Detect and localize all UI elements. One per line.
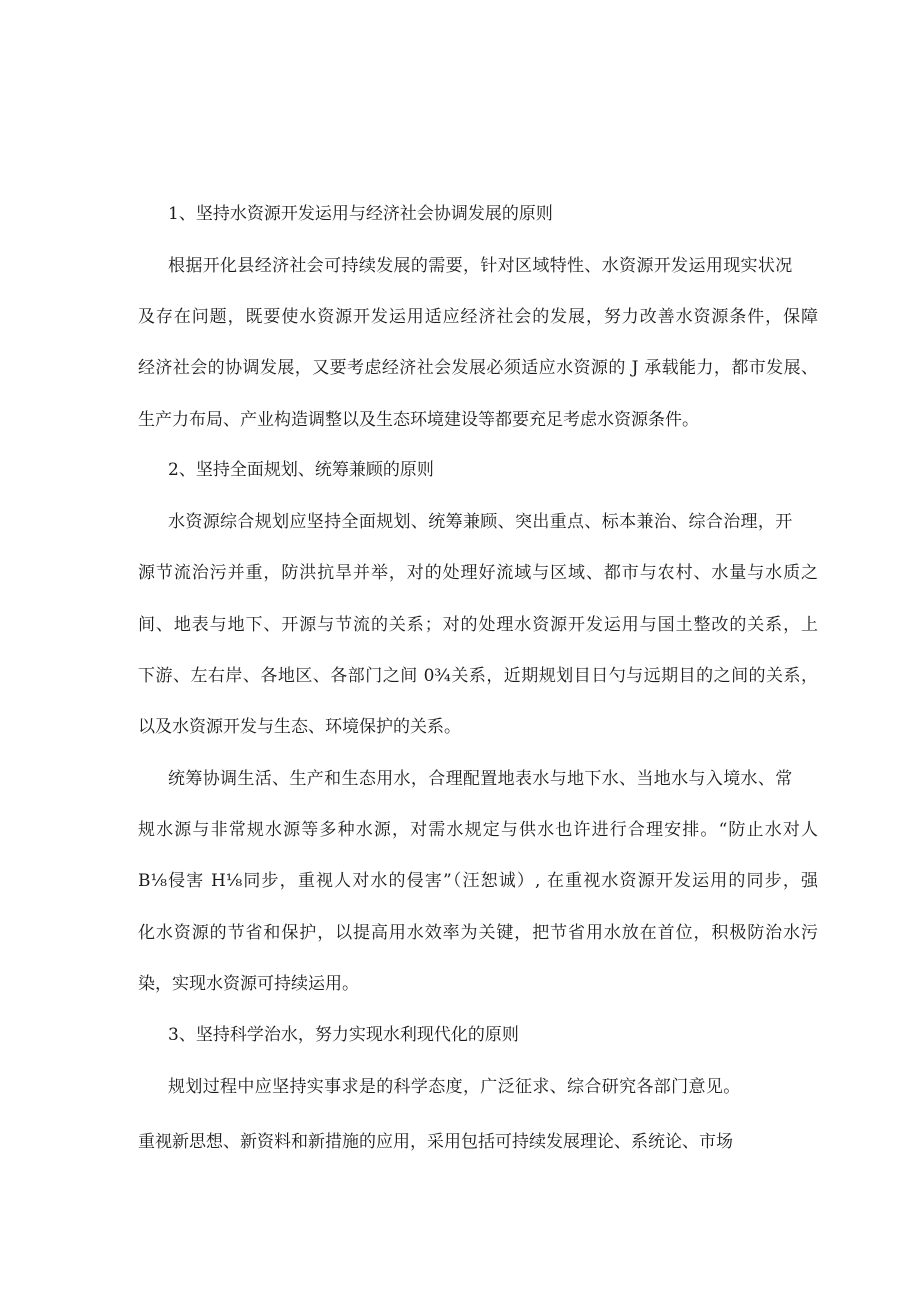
section-1-heading: 1、坚持水资源开发运用与经济社会协调发展的原则 [168, 204, 553, 224]
section-2-heading: 2、坚持全面规划、统筹兼顾的原则 [168, 460, 434, 480]
paragraph-3-line-1: 统筹协调生活、生产和生态用水，合理配置地表水与地下水、当地水与入境水、常 [168, 769, 793, 789]
paragraph-2-line-4: 下游、左右岸、各地区、各部门之间 0¾关系，近期规划目日勺与远期目的之间的关系， [138, 666, 818, 686]
paragraph-3-line-3: B⅛侵害 H⅛同步，重视人对水的侵害”（汪恕诚）, 在重视水资源开发运用的同步，强 [138, 871, 818, 891]
section-3-heading: 3、坚持科学治水，努力实现水利现代化的原则 [168, 1025, 519, 1045]
paragraph-2-line-3: 间、地表与地下、开源与节流的关系；对的处理水资源开发运用与国土整改的关系，上 [138, 615, 818, 635]
paragraph-2-line-5: 以及水资源开发与生态、环境保护的关系。 [138, 717, 461, 737]
paragraph-3-line-4: 化水资源的节省和保护，以提高用水效率为关键，把节省用水放在首位，积极防治水污 [138, 923, 818, 943]
paragraph-3-line-5: 染，实现水资源可持续运用。 [138, 974, 359, 994]
paragraph-1-line-4: 生产力布局、产业构造调整以及生态环境建设等都要充足考虑水资源条件。 [138, 410, 699, 430]
paragraph-5-line-1: 重视新思想、新资料和新措施的应用，采用包括可持续发展理论、系统论、市场 [138, 1132, 733, 1152]
paragraph-2-line-1: 水资源综合规划应坚持全面规划、统筹兼顾、突出重点、标本兼治、综合治理，开 [168, 512, 793, 532]
paragraph-1-line-1: 根据开化县经济社会可持续发展的需要，针对区域特性、水资源开发运用现实状况 [168, 256, 793, 276]
paragraph-1-line-3: 经济社会的协调发展，又要考虑经济社会发展必须适应水资源的 J 承载能力，都市发展、 [138, 358, 818, 378]
paragraph-3-line-2: 规水源与非常规水源等多种水源，对需水规定与供水也许进行合理安排。“防止水对人 [138, 820, 818, 840]
paragraph-1-line-2: 及存在问题，既要使水资源开发运用适应经济社会的发展，努力改善水资源条件，保障 [138, 307, 818, 327]
paragraph-4-line-1: 规划过程中应坚持实事求是的科学态度，广泛征求、综合研究各部门意见。 [168, 1077, 741, 1097]
paragraph-2-line-2: 源节流治污并重，防洪抗旱并举，对的处理好流域与区域、都市与农村、水量与水质之 [138, 563, 818, 583]
